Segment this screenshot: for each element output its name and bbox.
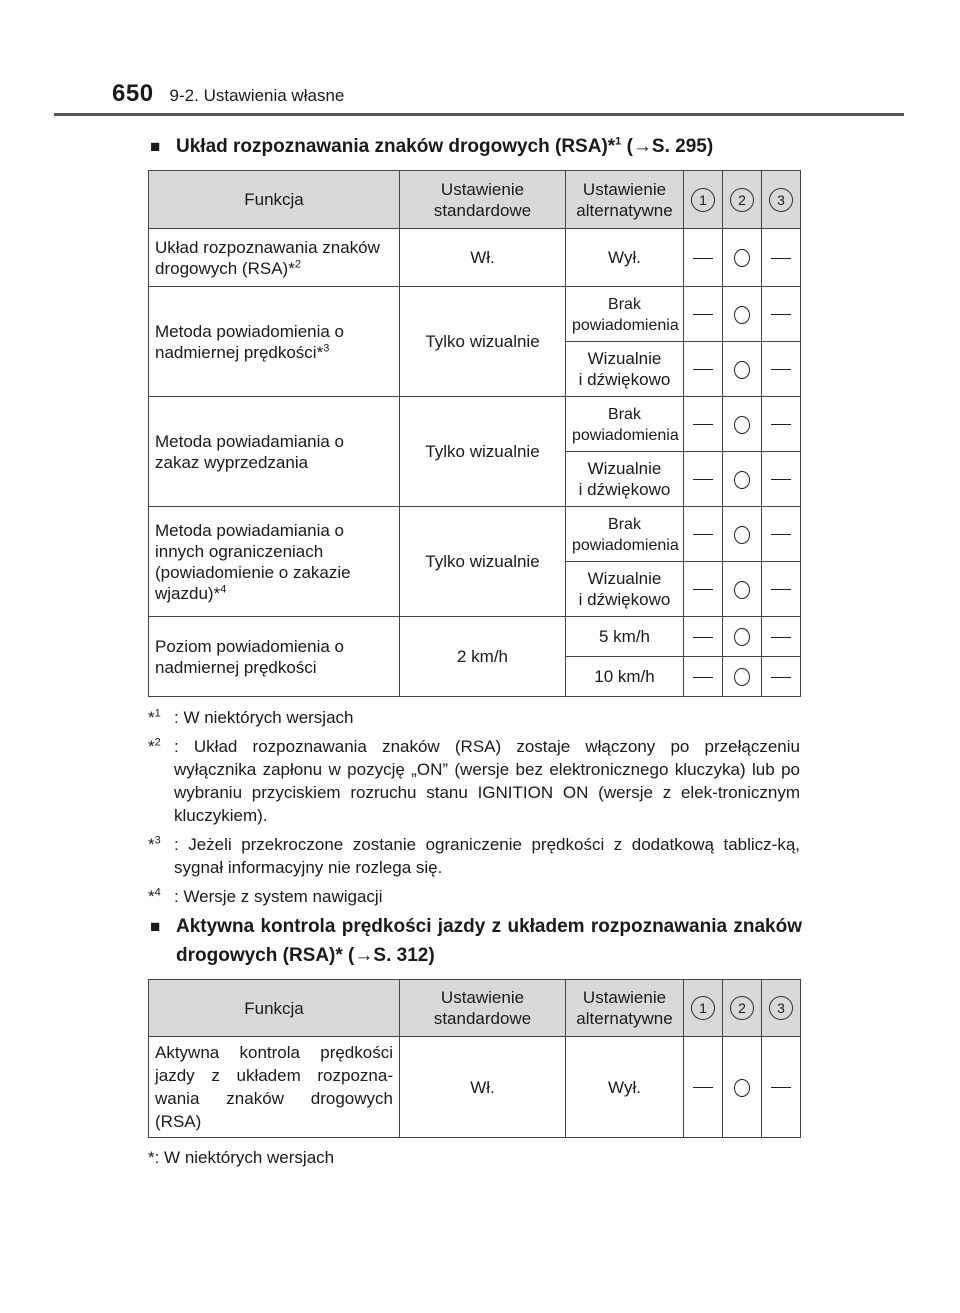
- alt-cell: Brak powiadomienia: [566, 287, 684, 342]
- function-cell: Metoda powiadamiania o innych ograniczeniach (powiadomienie o zakazie wjazdu)*$^4$: [149, 507, 400, 617]
- circled-2-icon: 2: [730, 188, 754, 212]
- default-cell: Wł.: [400, 229, 566, 287]
- default-cell: 2 km/h: [400, 617, 566, 697]
- footnotes-rsa: [148, 706, 800, 914]
- mark-cell-2: [723, 397, 762, 452]
- mark-cell-1: [684, 507, 723, 562]
- dash-icon: [693, 1087, 713, 1088]
- mark-cell-1: [684, 562, 723, 617]
- mark-cell-3: [762, 562, 801, 617]
- default-cell: Tylko wizualnie: [400, 397, 566, 507]
- footnote: *$^4$ : Wersje z system nawigacji: [148, 886, 383, 906]
- mark-cell-3: [762, 342, 801, 397]
- alt-cell: Wizualnie i dźwiękowo: [566, 562, 684, 617]
- page-reference: S. 295): [651, 136, 714, 157]
- mark-cell-3: [762, 1037, 801, 1138]
- footnote: *$^2$ : Układ rozpoznawania znaków (RSA) zostaje włączony po przełączeniu wyłącznika zapłonu w pozycję „ON” (wersje bez elektronicznego kluczyka) lub po wybraniu przyciskiem rozruchu stanu IGNITION ON (wersje z elek-tronicznym kluczykiem).: [148, 736, 800, 825]
- table-row: [149, 229, 801, 287]
- mark-cell-3: [762, 397, 801, 452]
- header-col-3: [762, 980, 801, 1037]
- mark-cell-3: [762, 287, 801, 342]
- table-row: [149, 397, 801, 452]
- mark-cell-2: [723, 287, 762, 342]
- table-row: [149, 617, 801, 657]
- alt-cell: Wizualnie i dźwiękowo: [566, 452, 684, 507]
- default-cell: Wł.: [400, 1037, 566, 1138]
- circle-icon: [734, 361, 750, 379]
- circled-1-icon: 1: [691, 996, 715, 1020]
- circle-icon: [734, 471, 750, 489]
- circled-3-icon: 3: [769, 188, 793, 212]
- footnote: *$^1$ : W niektórych wersjach: [148, 707, 354, 727]
- footnotes-active-speed-control: [148, 1146, 800, 1175]
- mark-cell-2: [723, 229, 762, 287]
- mark-cell-1: [684, 657, 723, 697]
- dash-icon: [693, 677, 713, 678]
- header-col-2: [723, 980, 762, 1037]
- page-reference: S. 312): [373, 945, 435, 966]
- circled-1-icon: 1: [691, 188, 715, 212]
- mark-cell-2: [723, 617, 762, 657]
- dash-icon: [693, 479, 713, 480]
- alt-cell: Wizualnie i dźwiękowo: [566, 342, 684, 397]
- alt-cell: 5 km/h: [566, 617, 684, 657]
- circle-icon: [734, 668, 750, 686]
- table-row: [149, 507, 801, 562]
- mark-cell-2: [723, 507, 762, 562]
- square-bullet-icon: ■: [150, 137, 161, 156]
- alt-cell: Brak powiadomienia: [566, 397, 684, 452]
- dash-icon: [771, 258, 791, 259]
- alt-cell: Brak powiadomienia: [566, 507, 684, 562]
- function-cell: Układ rozpoznawania znaków drogowych (RSA)*$^2$: [149, 229, 400, 287]
- circle-icon: [734, 306, 750, 324]
- circle-icon: [734, 581, 750, 599]
- alt-cell: 10 km/h: [566, 657, 684, 697]
- mark-cell-1: [684, 617, 723, 657]
- arrow-right-icon: →: [354, 945, 374, 966]
- header-alternative: Ustawienie alternatywne: [566, 980, 684, 1037]
- default-cell: Tylko wizualnie: [400, 507, 566, 617]
- circle-icon: [734, 249, 750, 267]
- dash-icon: [771, 534, 791, 535]
- footnote: *$^3$ : Jeżeli przekroczone zostanie ograniczenie prędkości z dodatkową tablicz-ką, sygnał informacyjny nie rozlega się.: [148, 834, 800, 877]
- table-header-row: [149, 980, 801, 1037]
- dash-icon: [771, 424, 791, 425]
- dash-icon: [771, 369, 791, 370]
- table-row: [149, 1037, 801, 1138]
- footnote: *: W niektórych wersjach: [148, 1148, 335, 1167]
- mark-cell-3: [762, 507, 801, 562]
- page-number: 650: [112, 80, 154, 107]
- table-header-row: [149, 171, 801, 229]
- function-cell: Poziom powiadomienia o nadmiernej prędkości: [149, 617, 400, 697]
- dash-icon: [771, 314, 791, 315]
- dash-icon: [693, 314, 713, 315]
- header-default: Ustawienie standardowe: [400, 171, 566, 229]
- dash-icon: [693, 369, 713, 370]
- page-header: [112, 80, 344, 110]
- mark-cell-3: [762, 229, 801, 287]
- alt-cell: Wył.: [566, 229, 684, 287]
- circle-icon: [734, 628, 750, 646]
- circle-icon: [734, 526, 750, 544]
- mark-cell-1: [684, 1037, 723, 1138]
- dash-icon: [693, 424, 713, 425]
- settings-table-active-speed-control: [148, 979, 801, 1138]
- header-col-2: [723, 171, 762, 229]
- dash-icon: [771, 637, 791, 638]
- header-col-1: [684, 980, 723, 1037]
- mark-cell-1: [684, 397, 723, 452]
- dash-icon: [771, 589, 791, 590]
- header-col-3: [762, 171, 801, 229]
- dash-icon: [693, 589, 713, 590]
- circle-icon: [734, 1079, 750, 1097]
- header-rule: [54, 113, 904, 116]
- mark-cell-1: [684, 287, 723, 342]
- alt-cell: Wył.: [566, 1037, 684, 1138]
- mark-cell-2: [723, 452, 762, 507]
- circled-3-icon: 3: [769, 996, 793, 1020]
- header-col-1: [684, 171, 723, 229]
- dash-icon: [771, 479, 791, 480]
- dash-icon: [693, 258, 713, 259]
- dash-icon: [771, 677, 791, 678]
- section-title-rsa: ■ Układ rozpoznawania znaków drogowych (RSA)*$^1$ (→S. 295): [152, 132, 802, 161]
- mark-cell-3: [762, 617, 801, 657]
- chapter-title: 9-2. Ustawienia własne: [169, 86, 345, 105]
- header-function: Funkcja: [149, 980, 400, 1037]
- mark-cell-2: [723, 342, 762, 397]
- circled-2-icon: 2: [730, 996, 754, 1020]
- dash-icon: [771, 1087, 791, 1088]
- mark-cell-1: [684, 229, 723, 287]
- mark-cell-3: [762, 452, 801, 507]
- dash-icon: [693, 534, 713, 535]
- mark-cell-1: [684, 342, 723, 397]
- arrow-right-icon: →: [632, 136, 652, 157]
- function-cell: Metoda powiadamiania o zakaz wyprzedzania: [149, 397, 400, 507]
- settings-table-rsa: [148, 170, 801, 697]
- mark-cell-2: [723, 562, 762, 617]
- table-row: [149, 287, 801, 342]
- section-title-active-speed-control: ■ Aktywna kontrola prędkości jazdy z układem rozpoznawania znaków drogowych (RSA)* (→S. 312): [152, 912, 802, 970]
- header-function: Funkcja: [149, 171, 400, 229]
- default-cell: Tylko wizualnie: [400, 287, 566, 397]
- mark-cell-1: [684, 452, 723, 507]
- mark-cell-3: [762, 657, 801, 697]
- circle-icon: [734, 416, 750, 434]
- dash-icon: [693, 637, 713, 638]
- mark-cell-2: [723, 657, 762, 697]
- header-alternative: Ustawienie alternatywne: [566, 171, 684, 229]
- function-cell: Metoda powiadomienia o nadmiernej prędkości*$^3$: [149, 287, 400, 397]
- mark-cell-2: [723, 1037, 762, 1138]
- square-bullet-icon: ■: [150, 917, 161, 936]
- function-cell: Aktywna kontrola prędkości jazdy z układem rozpozna-wania znaków drogowych (RSA): [149, 1037, 400, 1138]
- header-default: Ustawienie standardowe: [400, 980, 566, 1037]
